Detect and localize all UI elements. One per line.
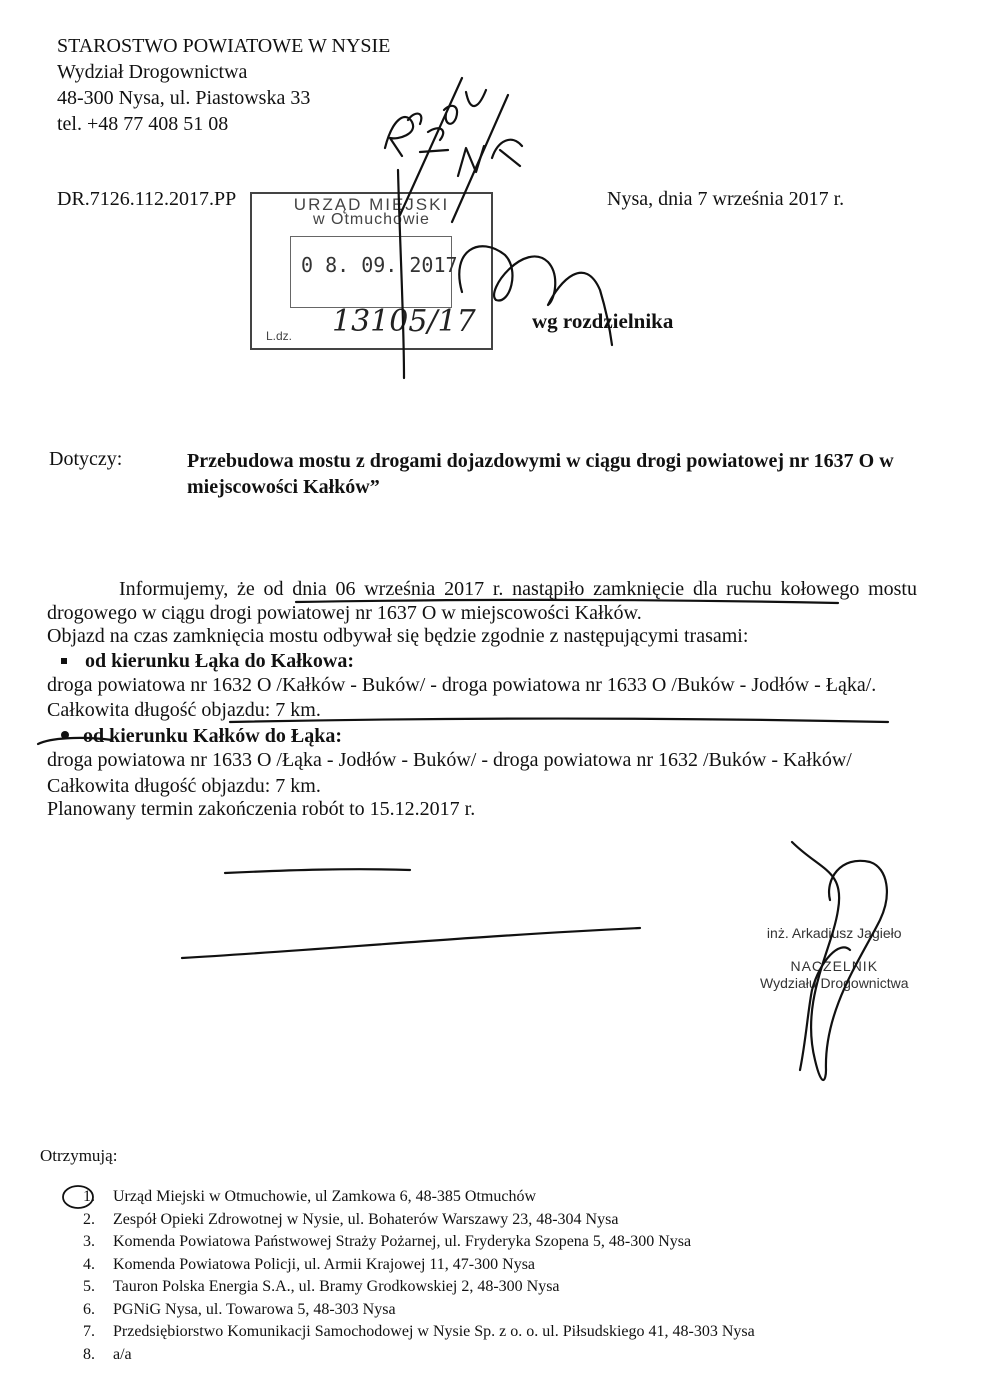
route2-heading: od kierunku Kałków do Łąka: <box>83 724 342 747</box>
list-item-number: 6. <box>83 1300 95 1318</box>
route1-heading: od kierunku Łąka do Kałkowa: <box>85 649 354 672</box>
subject-label: Dotyczy: <box>49 448 123 470</box>
stamp-date: 0 8. 09. 2017 <box>301 253 458 277</box>
list-item-text: Tauron Polska Energia S.A., ul. Bramy Grodkowskiej 2, 48-300 Nysa <box>113 1278 560 1295</box>
letterhead-address: 48-300 Nysa, ul. Piastowska 33 <box>57 87 311 109</box>
route2-length: Całkowita długość objazdu: 7 km. <box>47 774 321 797</box>
letter-date: Nysa, dnia 7 września 2017 r. <box>607 188 845 210</box>
list-item-number: 2. <box>83 1210 95 1228</box>
list-item-text: a/a <box>113 1345 132 1363</box>
distribution-label: Otrzymują: <box>40 1146 118 1165</box>
stamp-office: URZĄD MIEJSKI <box>293 195 450 214</box>
completion-date: Planowany termin zakończenia robót to 15.12.2017 r. <box>47 798 476 821</box>
signatory-name: inż. Arkadiusz Jagieło <box>766 925 902 941</box>
handwritten-initials <box>458 140 522 176</box>
handwritten-stroke <box>398 170 404 378</box>
reference-number: DR.7126.112.2017.PP <box>57 188 237 210</box>
route1-text: droga powiatowa nr 1632 O /Kałków - Buków/ - droga powiatowa nr 1633 O /Buków - Jodłów - Łąka/. <box>47 674 877 697</box>
handwritten-slash <box>400 78 462 215</box>
list-item-text: Komenda Powiatowa Państwowej Straży Pożarnej, ul. Fryderyka Szopena 5, 48-300 Nysa <box>113 1233 692 1250</box>
handwritten-underline <box>182 928 640 958</box>
signature-scribble <box>800 947 850 1070</box>
stamp-town: w Otmuchowie <box>313 211 430 228</box>
handwritten-underline <box>296 600 838 603</box>
handwritten-underline <box>225 869 410 873</box>
stamp-reg-label: L.dz. <box>266 329 293 343</box>
list-item-text: Komenda Powiatowa Policji, ul. Armii Krajowej 11, 47-300 Nysa <box>113 1255 536 1273</box>
list-item-text: Przedsiębiorstwo Komunikacji Samochodowej w Nysie Sp. z o. o. ul. Piłsudskiego 41, 48-303 Nysa <box>113 1323 755 1340</box>
list-item-number: 8. <box>83 1345 95 1363</box>
list-item-number: 7. <box>83 1323 95 1340</box>
signature-scribble <box>792 842 887 1080</box>
signatory-department: Wydziału Drogownictwa <box>760 975 909 991</box>
list-item-text: Zespół Opieki Zdrowotnej w Nysie, ul. Bohaterów Warszawy 23, 48-304 Nysa <box>113 1210 619 1228</box>
detour-intro: Objazd na czas zamknięcia mostu odbywał się będzie zgodnie z następującymi trasami: <box>47 625 749 648</box>
list-item-number: 5. <box>83 1278 95 1295</box>
signatory-title: NACZELNIK <box>790 958 879 974</box>
handwritten-underline <box>230 719 888 722</box>
list-item-text: PGNiG Nysa, ul. Towarowa 5, 48-303 Nysa <box>113 1300 396 1318</box>
letterhead-department: Wydział Drogownictwa <box>57 61 248 83</box>
letterhead-office: STAROSTWO POWIATOWE W NYSIE <box>57 35 391 57</box>
recipient-line: wg rozdzielnika <box>532 309 674 333</box>
intro-paragraph: Informujemy, że od dnia 06 września 2017 r. nastąpiło zamknięcie dla ruchu kołowego mostu drogowego w ciągu drogi powiatowej nr 1637 O w miejscowości Kałków. <box>47 578 917 624</box>
list-item-number: 1. <box>83 1188 95 1205</box>
stamp-reg-number: 13105/17 <box>332 304 476 339</box>
handwritten-circle <box>63 1186 93 1208</box>
list-item-number: 3. <box>83 1233 95 1250</box>
route1-length: Całkowita długość objazdu: 7 km. <box>47 698 321 721</box>
handwritten-mark <box>38 738 112 744</box>
list-item-number: 4. <box>83 1255 95 1273</box>
subject-text: Przebudowa mostu z drogami dojazdowymi w ciągu drogi powiatowej nr 1637 O w miejscowości Kałków” <box>187 450 894 498</box>
route2-text: droga powiatowa nr 1633 O /Łąka - Jodłów - Buków/ - droga powiatowa nr 1632 /Buków - Kałków/ <box>47 749 852 772</box>
list-item-text: Urząd Miejski w Otmuchowie, ul Zamkowa 6, 48-385 Otmuchów <box>113 1188 537 1205</box>
letterhead-phone: tel. +48 77 408 51 08 <box>57 113 229 135</box>
handwritten-loop <box>459 246 612 345</box>
handwritten-initials <box>385 114 421 156</box>
